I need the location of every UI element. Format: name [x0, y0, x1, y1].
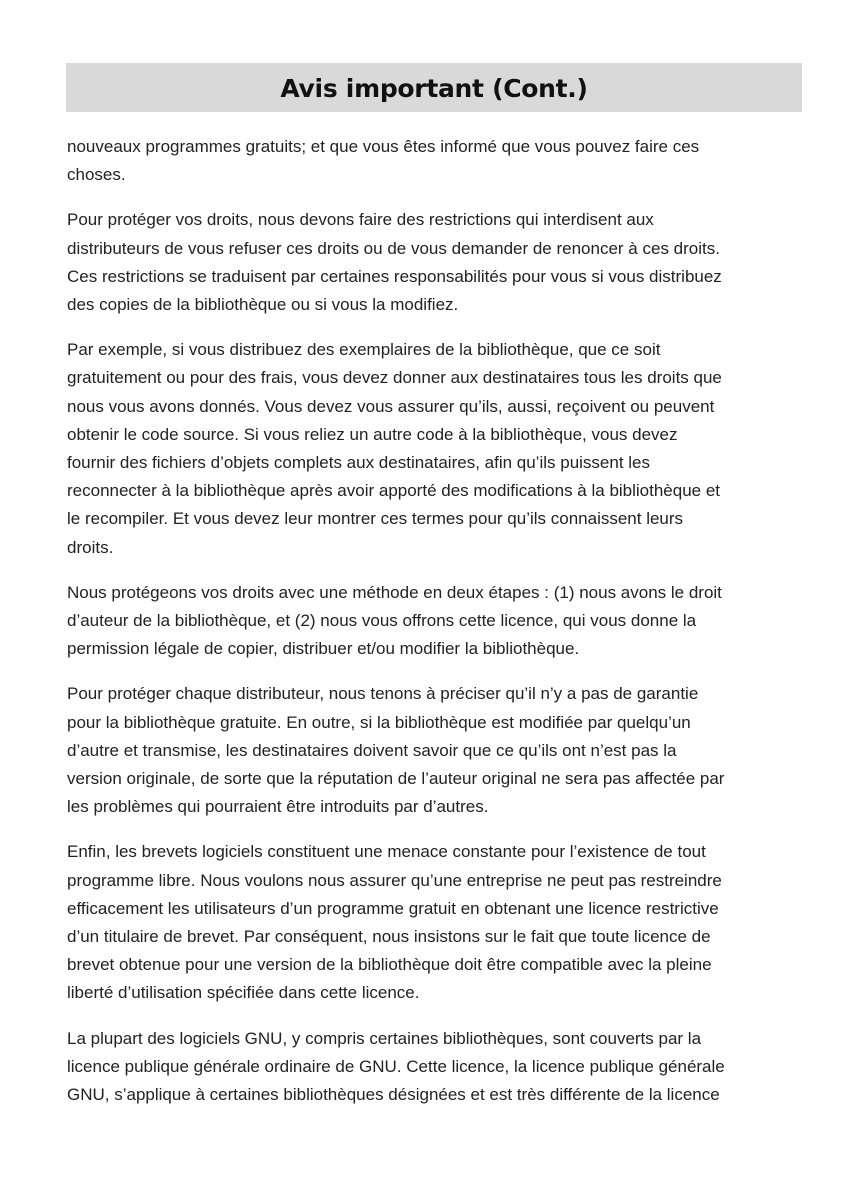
text-line: efficacement les utilisateurs d’un programme gratuit en obtenant une licence restrictive [67, 898, 719, 918]
text-line: Enfin, les brevets logiciels constituent une menace constante pour l’existence de tout [67, 842, 706, 862]
paragraph [67, 579, 801, 664]
text-line: nous vous avons donnés. Vous devez vous assurer qu’ils, aussi, reçoivent ou peuvent [67, 396, 715, 416]
paragraph [67, 838, 801, 1007]
paragraph [67, 133, 801, 189]
body-text [67, 133, 801, 1126]
header-bar [66, 63, 802, 112]
text-line: La plupart des logiciels GNU, y compris certaines bibliothèques, sont couverts par la [67, 1028, 702, 1048]
text-line: gratuitement ou pour des frais, vous devez donner aux destinataires tous les droits que [67, 368, 722, 388]
text-line: Par exemple, si vous distribuez des exemplaires de la bibliothèque, que ce soit [67, 340, 661, 360]
text-line: les problèmes qui pourraient être introduits par d’autres. [67, 797, 489, 817]
text-line: permission légale de copier, distribuer et/ou modifier la bibliothèque. [67, 639, 580, 659]
text-line: fournir des fichiers d’objets complets aux destinataires, afin qu’ils puissent les [67, 453, 651, 473]
page-title: Avis important (Cont.) [280, 74, 588, 103]
paragraph [67, 336, 801, 562]
text-line: choses. [67, 165, 126, 185]
text-line: GNU, s’applique à certaines bibliothèques désignées et est très différente de la licence [67, 1085, 720, 1105]
text-line: version originale, de sorte que la réputation de l’auteur original ne sera pas affectée par [67, 769, 725, 789]
text-line: nouveaux programmes gratuits; et que vous êtes informé que vous pouvez faire ces [67, 137, 700, 156]
paragraph [67, 206, 801, 319]
text-line: d’autre et transmise, les destinataires doivent savoir que ce qu’ils ont n’est pas la [67, 740, 677, 760]
text-line: Ces restrictions se traduisent par certaines responsabilités pour vous si vous distribuez [67, 266, 722, 286]
paragraph [67, 680, 801, 821]
text-line: d’un titulaire de brevet. Par conséquent, nous insistons sur le fait que toute licence de [67, 927, 711, 947]
text-line: pour la bibliothèque gratuite. En outre, si la bibliothèque est modifiée par quelqu’un [67, 712, 691, 732]
text-line: brevet obtenue pour une version de la bibliothèque doit être compatible avec la pleine [67, 955, 712, 975]
text-line: Pour protéger vos droits, nous devons faire des restrictions qui interdisent aux [67, 210, 654, 230]
paragraph [67, 1025, 801, 1110]
text-line: obtenir le code source. Si vous reliez un autre code à la bibliothèque, vous devez [67, 424, 678, 444]
text-line: Pour protéger chaque distributeur, nous tenons à préciser qu’il n’y a pas de garantie [67, 684, 699, 704]
text-line: liberté d’utilisation spécifiée dans cette licence. [67, 983, 420, 1003]
text-line: distributeurs de vous refuser ces droits ou de vous demander de renoncer à ces droits. [67, 238, 720, 258]
text-line: reconnecter à la bibliothèque après avoir apporté des modifications à la bibliothèque et [67, 481, 721, 501]
text-line: licence publique générale ordinaire de GNU. Cette licence, la licence publique générale [67, 1056, 725, 1076]
text-line: droits. [67, 537, 114, 557]
text-line: programme libre. Nous voulons nous assurer qu’une entreprise ne peut pas restreindre [67, 870, 722, 890]
text-line: Nous protégeons vos droits avec une méthode en deux étapes : (1) nous avons le droit [67, 582, 722, 602]
text-line: le recompiler. Et vous devez leur montrer ces termes pour qu’ils connaissent leurs [67, 509, 684, 529]
text-line: des copies de la bibliothèque ou si vous la modifiez. [67, 295, 459, 315]
text-line: d’auteur de la bibliothèque, et (2) nous vous offrons cette licence, qui vous donne la [67, 611, 697, 631]
